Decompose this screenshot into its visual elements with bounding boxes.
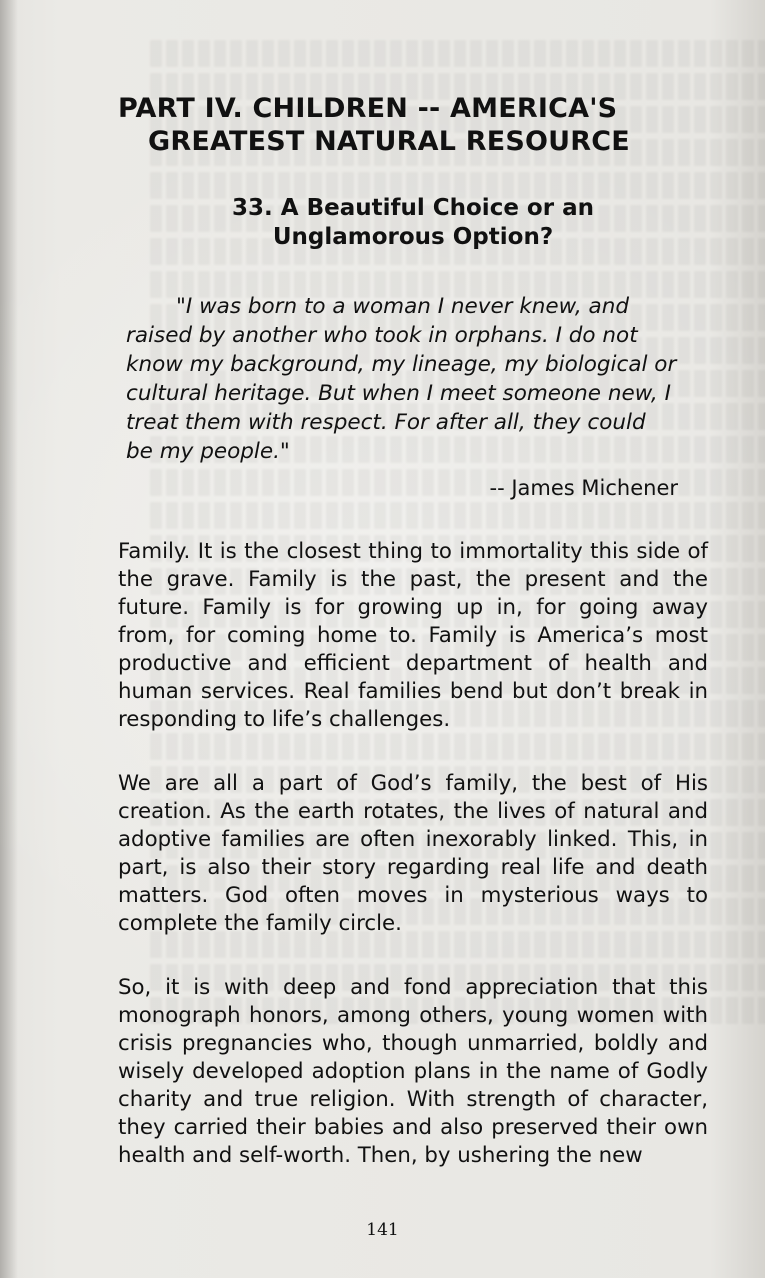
epigraph-quote	[118, 292, 708, 466]
chapter-title	[118, 194, 708, 252]
chapter-title-line-2: Unglamorous Option?	[272, 224, 554, 250]
body-paragraph-2: We are all a part of God’s family, the best of His creation. As the earth rotates, the lives of natural and adoptive families are often inexorably linked. This, in part, is also their story regarding real life and death matters. God often moves in mysterious ways to complete the family circle.	[118, 771, 708, 936]
body-paragraph-3: So, it is with deep and fond appreciation that this monograph honors, among others, young women with crisis pregnancies who, though unmarried, boldly and wisely developed adoption plans in the name of Godly charity and true religion. With strength of character, they carried their babies and also preserved their own health and self-worth. Then, by ushering the new	[118, 975, 708, 1168]
quote-text: "I was born to a woman I never knew, and raised by another who took in orphans. I do not know my background, my lineage, my biological or cultural heritage. But when I meet someone new, I treat them with respect. For after all, they could be my people."	[126, 294, 677, 464]
chapter-title-line-1: 33. A Beautiful Choice or an	[232, 195, 594, 221]
page-gutter-shadow	[0, 0, 18, 1278]
page-number: 141	[366, 1220, 399, 1240]
body-paragraph-1: Family. It is the closest thing to immortality this side of the grave. Family is the past, the present and the future. Family is for growing up in, for going away from, for coming home to. Family is America’s most productive and efficient department of health and human services. Real families bend but don’t break in responding to life’s challenges.	[118, 539, 708, 732]
part-title: PART IV. CHILDREN -- AMERICA'S GREATEST NATURAL RESOURCE	[118, 93, 630, 157]
page-content	[118, 92, 708, 1170]
quote-attribution: -- James Michener	[489, 476, 678, 500]
